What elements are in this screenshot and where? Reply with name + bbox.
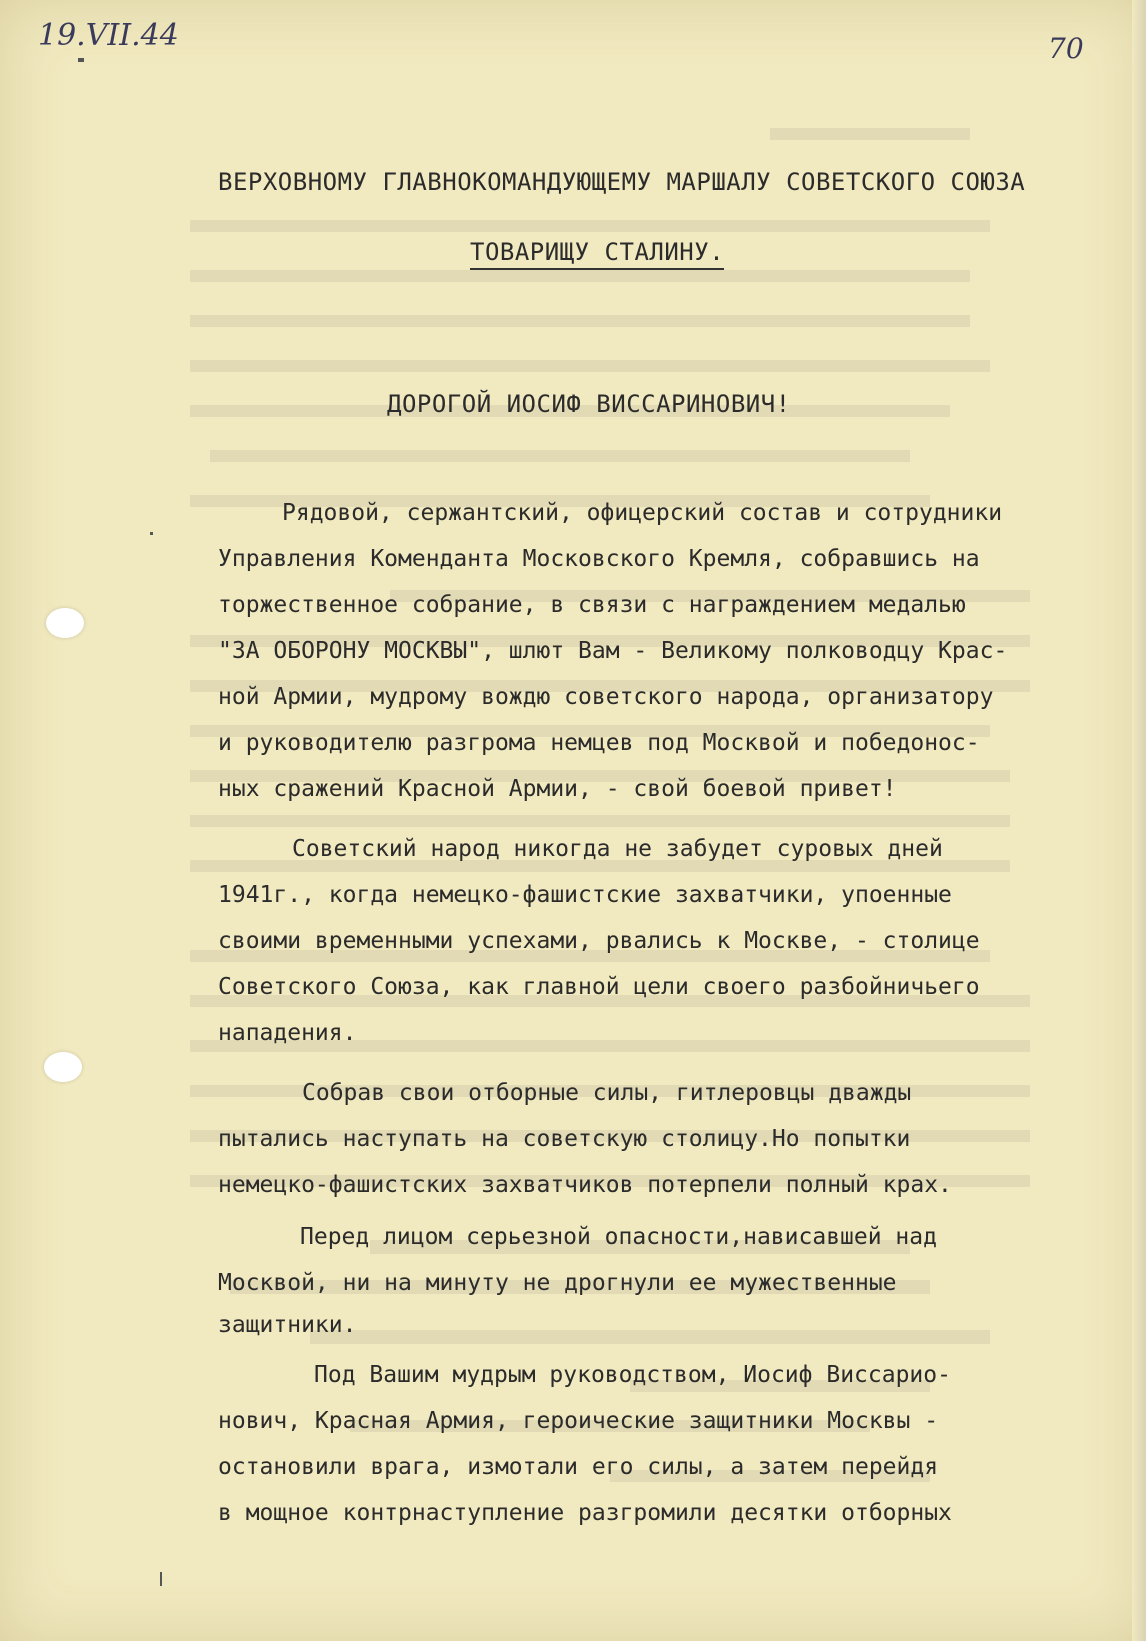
body-line: пытались наступать на советскую столицу.Но попытки: [218, 1126, 911, 1152]
body-line: Рядовой, сержантский, офицерский состав и сотрудники: [282, 500, 1003, 526]
ink-dot: [78, 58, 84, 62]
salutation: ДОРОГОЙ ИОСИФ ВИССАРИНОВИЧ!: [387, 390, 791, 418]
body-line: остановили врага, измотали его силы, а затем перейдя: [218, 1454, 939, 1480]
date-annotation: 19.VII.44: [38, 18, 179, 53]
body-line: в мощное контрнаступление разгромили десятки отборных: [218, 1500, 952, 1526]
page-number: 70: [1048, 32, 1084, 65]
body-line: и руководителю разгрома немцев под Москвой и победонос-: [218, 730, 980, 756]
heading-line-2: ТОВАРИЩУ СТАЛИНУ.: [470, 238, 724, 270]
body-line: своими временными успехами, рвались к Москве, - столице: [218, 928, 980, 954]
body-line: ной Армии, мудрому вождю советского народа, организатору: [218, 684, 994, 710]
body-line: Советского Союза, как главной цели своего разбойничьего: [218, 974, 980, 1000]
margin-tick: [150, 532, 153, 535]
body-line: 1941г., когда немецко-фашистские захватчики, упоенные: [218, 882, 952, 908]
punch-hole-upper: [46, 608, 84, 638]
body-line: Под Вашим мудрым руководством, Иосиф Виссарио-: [314, 1362, 951, 1388]
body-line: немецко-фашистских захватчиков потерпели полный крах.: [218, 1172, 952, 1198]
body-line: "ЗА ОБОРОНУ МОСКВЫ", шлют Вам - Великому полководцу Крас-: [218, 638, 1008, 664]
margin-tick-bottom: [160, 1572, 162, 1586]
body-line: Москвой, ни на минуту не дрогнули ее мужественные: [218, 1270, 897, 1296]
body-line: нападения.: [218, 1020, 357, 1046]
page-edge: [1132, 0, 1146, 1641]
body-line: нович, Красная Армия, героические защитники Москвы -: [218, 1408, 939, 1434]
body-line: Собрав свои отборные силы, гитлеровцы дважды: [302, 1080, 912, 1106]
body-line: ных сражений Красной Армии, - свой боевой привет!: [218, 776, 897, 802]
body-line: Советский народ никогда не забудет суровых дней: [292, 836, 943, 862]
body-line: торжественное собрание, в связи с награждением медалью: [218, 592, 966, 618]
punch-hole-lower: [44, 1052, 82, 1082]
body-line: Управления Коменданта Московского Кремля, собравшись на: [218, 546, 980, 572]
heading-line-1: ВЕРХОВНОМУ ГЛАВНОКОМАНДУЮЩЕМУ МАРШАЛУ СОВЕТСКОГО СОЮЗА: [218, 168, 1026, 196]
body-line: защитники.: [218, 1312, 357, 1338]
body-line: Перед лицом серьезной опасности,нависавшей над: [300, 1224, 937, 1250]
